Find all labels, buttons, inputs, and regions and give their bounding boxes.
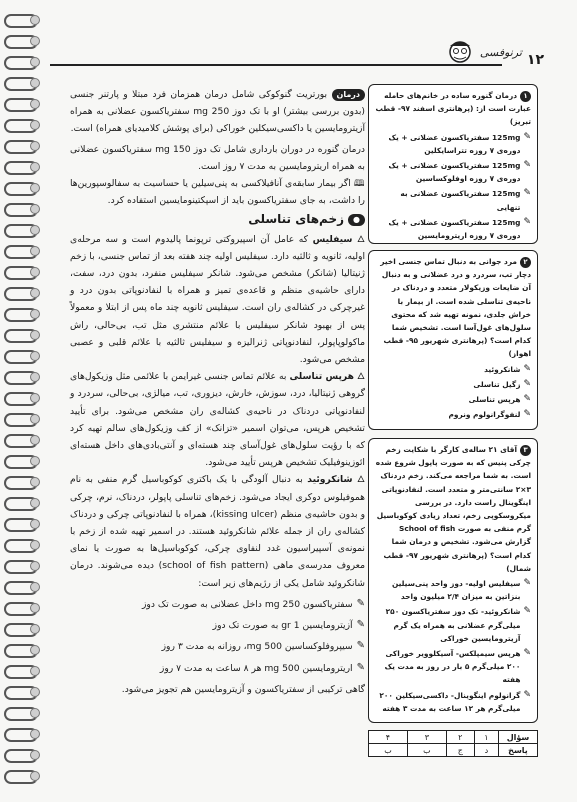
spiral-binding <box>0 0 40 802</box>
question-number: ۲ <box>520 257 531 268</box>
regimen-text: اریترومایسین 500 mg هر ۸ ساعت به مدت ۷ روز <box>159 662 353 674</box>
option-text: سیفلیس اولیه- دوز واحد پنی‌سیلین بنزاتین به میزان ۲/۴ میلیون واحد <box>392 579 521 602</box>
syphilis-term: سیفلیس <box>312 233 353 245</box>
option-text: هرپس تناسلی <box>468 395 521 405</box>
logo-text: ترنوفسی <box>479 46 522 59</box>
allergy-text: اگر بیمار سابقه‌ی آنافیلاکسی به پنی‌سیلین یا حساسیت به سفالوسپورین‌ها را داشت، به جای سفتریاکسون باید از اسپکتینومایسین استفاده کرد. <box>70 178 365 207</box>
page-header <box>40 36 562 70</box>
binding-hole <box>30 351 40 361</box>
binding-hole <box>30 246 40 256</box>
binding-hole <box>30 771 40 781</box>
chancroid-term: شانکروئید <box>307 474 353 486</box>
binding-hole <box>30 99 40 109</box>
binding-hole <box>30 561 40 571</box>
option[interactable] <box>375 363 531 376</box>
binding-hole <box>30 204 40 214</box>
choice-icon: ✎ <box>523 409 531 420</box>
diamond-icon: 🜂 <box>352 474 366 486</box>
key-question-cell: ۱ <box>474 731 498 744</box>
pen-icon: ✎ <box>356 597 365 609</box>
choice-icon: ✎ <box>523 578 531 589</box>
option-text: گرانولوم اینگوینال- داکسی‌سیکلین ۲۰۰ میلی‌گرم هر ۱۲ ساعت به مدت ۳ هفته <box>379 690 521 713</box>
combo-note: گاهی ترکیبی از سفتریاکسون و آزیترومایسین هم تجویز می‌شود. <box>121 683 365 695</box>
question-box-1 <box>368 84 538 244</box>
treatment-paragraph <box>70 86 365 138</box>
binding-hole <box>30 435 40 445</box>
binding-hole <box>30 498 40 508</box>
binding-hole <box>30 624 40 634</box>
binding-hole <box>30 330 40 340</box>
binding-hole <box>30 372 40 382</box>
option[interactable] <box>375 577 531 603</box>
note-icon: 🕮 <box>350 178 365 190</box>
key-answer-cell: ج <box>446 744 474 757</box>
choice-icon: ✎ <box>523 606 531 617</box>
regimen-text: آزیترومایسین 1 gr به صورت تک دوز <box>212 620 353 632</box>
option[interactable] <box>375 408 531 421</box>
header-rule <box>50 64 502 66</box>
question-text: درمان گنوره ساده در خانم‌های حامله عبارت است از: (پرهانتری اسفند ۹۷- قطب تبریز) <box>375 91 531 127</box>
option-text: شانکروئید- تک دوز سفتریاکسون ۲۵۰ میلی‌گرم عضلانی به همراه یک گرم آزیترومایسین خوراکی <box>385 607 521 643</box>
binding-hole <box>30 120 40 130</box>
binding-hole <box>30 309 40 319</box>
herpes-term: هرپس تناسلی <box>289 371 354 383</box>
pen-icon: ✎ <box>356 661 365 673</box>
pregnancy-paragraph: درمان گنوره در دوران بارداری شامل تک دوز 150 mg سفتریاکسون عضلانی به همراه اریترومایسین به مدت ۷ روز است. <box>70 143 365 172</box>
binding-hole <box>30 162 40 172</box>
row-label-answer: پاسخ <box>499 744 538 757</box>
page-number: ۱۲ <box>526 52 544 68</box>
choice-icon: ✎ <box>523 188 531 199</box>
binding-hole <box>30 456 40 466</box>
choice-icon: ✎ <box>523 394 531 405</box>
section-title: زخم‌های تناسلی <box>248 212 345 227</box>
binding-hole <box>30 603 40 613</box>
option[interactable] <box>375 216 531 242</box>
treatment-intro: بورتریت گنوکوکی شامل درمان همزمان فرد مبتلا و پارتنر جنسی (بدون بررسی بیشتر) او با تک دوز 250 mg سفتریاکسون عضلانی به همراه آزیترومایسین یا داکسی‌سیکلین خوراکی (برای پوشش کلامیدیای همراه) است. <box>70 89 365 135</box>
key-question-cell: ۳ <box>407 731 446 744</box>
option-text: لنفوگرانولوم ونروم <box>448 410 521 420</box>
choice-icon: ✎ <box>523 689 531 700</box>
option-text: شانکروئید <box>484 364 521 374</box>
syphilis-text: که عامل آن اسپیروکتی ترپونما پالیدوم است و سه مرحله‌ی اولیه، ثانویه و ثالثیه دارد. سیفلیس اولیه چند هفته بعد از تماس جنسی، با زخم ژنیتالیا (شانکر) مشخص می‌شود. شانکر سیفلیس منفرد، بدون درد، سفت، دارای حاشیه‌ی منظم و قاعده‌ی تمیز و همراه با لنفادنوپاتی بدون درد و غیرچرکی در کشاله‌ی ران است. سیفلیس ثانویه چند ماه پس از ابتلا و معمولاً پس از بهبود شانکر سیفلیس با علائم منتشری مثل تب، بی‌حالی، راش ماکولوپاپولر، لنفادنوپاتی ژنرالیزه و سیفلیس ثالثیه با علائم قلبی و عصبی مشخص می‌شود. <box>70 233 365 366</box>
option[interactable] <box>375 647 531 687</box>
key-question-cell: ۴ <box>369 731 408 744</box>
diamond-icon: 🜂 <box>352 233 366 245</box>
option-text: 125mg سفتریاکسون عضلانی + یک دوره‌ی ۷ روزه اوفلوکساسین <box>388 161 521 184</box>
binding-hole <box>30 750 40 760</box>
answer-key-table <box>368 730 538 757</box>
option-text: هرپس سیمپلکس- آسیکلوویر خوراکی ۲۰۰ میلی‌گرم ۵ بار در روز به مدت یک هفته <box>384 649 521 685</box>
option[interactable] <box>375 378 531 391</box>
section-heading <box>70 211 365 228</box>
chancroid-text: به دنبال آلودگی با یک باکتری کوکوباسیل گرم منفی به نام هموفیلوس دوکری ایجاد می‌شود. زخم‌های تناسلی پاپولر، دردناک، نرم، چرکی و بدون حاشیه‌ی منظم (kissing ulcer)، همراه با لنفادنوپاتی چرکی و دردناک کشاله‌ی ران از جمله علائم شانکروئید هستند. در اسمیر تهیه شده از زخم با نمونه‌ی آسپیراسیون غدد لنفاوی چرکی، کوکوباسیل‌ها به صورت یا نمای معروف مدرسه‌ی ماهی (school of fish pattern) دیده می‌شوند. درمان شانکروئید شامل یکی از رژیم‌های زیر است: <box>70 474 366 589</box>
binding-hole <box>30 288 40 298</box>
binding-hole <box>30 225 40 235</box>
binding-hole <box>30 708 40 718</box>
question-number: ۳ <box>520 445 531 456</box>
option[interactable] <box>375 187 531 213</box>
binding-hole <box>30 36 40 46</box>
regimen-list <box>70 596 365 677</box>
binding-hole <box>30 687 40 697</box>
diamond-icon: 🜂 <box>353 371 365 383</box>
option[interactable] <box>375 689 531 715</box>
binding-hole <box>30 477 40 487</box>
binding-hole <box>30 582 40 592</box>
pen-icon: ✎ <box>356 640 365 652</box>
choice-icon: ✎ <box>523 131 531 142</box>
list-item <box>70 638 365 655</box>
herpes-text: به علائم تماس جنسی غیرایمن با علائمی مثل وزیکول‌های گروهی ژنیتالیا، درد، سوزش، خارش، دیزوری، تب، میالژی، بی‌حالی، سردرد و لنفادنوپاتی دردناک در ناحیه‌ی کشاله‌ی ران مشخص می‌شود. برای تأیید تشخیص هرپس، می‌توان اسمیر «تزانک» از کف وزیکول‌های سالم تهیه کرد که با رؤیت سلول‌های غول‌آسای چند هسته‌ای و آنتی‌بادی‌های داخل هسته‌ای ائوزینوفیلیک تشخیص هرپس تأیید می‌شود. <box>70 371 365 469</box>
question-box-3 <box>368 438 538 723</box>
option-text: 125mg سفتریاکسون عضلانی + یک دوره‌ی ۷ روزه تتراسایکلین <box>388 132 521 155</box>
option[interactable] <box>375 605 531 645</box>
syphilis-paragraph <box>70 231 365 369</box>
key-answer-cell: ب <box>407 744 446 757</box>
section-tag: ● <box>348 214 365 226</box>
binding-hole <box>30 141 40 151</box>
list-item <box>70 596 365 613</box>
chancroid-paragraph <box>70 471 365 591</box>
choice-icon: ✎ <box>523 216 531 227</box>
binding-hole <box>30 519 40 529</box>
main-text-column <box>70 86 365 698</box>
binding-hole <box>30 666 40 676</box>
option-text: 125mg سفتریاکسون عضلانی به تنهایی <box>400 189 521 212</box>
binding-hole <box>30 729 40 739</box>
option-text: زگیل تناسلی <box>473 379 521 389</box>
row-label-question: سؤال <box>499 731 538 744</box>
binding-hole <box>30 645 40 655</box>
binding-hole <box>30 393 40 403</box>
binding-hole <box>30 540 40 550</box>
option[interactable] <box>375 131 531 157</box>
option-text: 125mg سفتریاکسون عضلانی + یک دوره‌ی ۷ روزه اریترومایسین <box>388 217 521 241</box>
choice-icon: ✎ <box>523 363 531 374</box>
regimen-text: سفتریاکسون 250 mg داخل عضلانی به صورت تک دوز <box>142 598 353 610</box>
question-text: مرد جوانی به دنبال تماس جنسی اخیر دچار تب، سردرد و درد عضلانی و به دنبال آن ضایعات وزیکولار متعدد و دردناک در ناحیه‌ی تناسلی شده است. از بیمار با خراش جلدی، نمونه تهیه شد که محتوی سلول‌های غول‌آسا است. تشخیص شما کدام است؟ (پرهانتری شهریور ۹۵- قطب اهواز) <box>380 257 531 359</box>
key-question-cell: ۲ <box>446 731 474 744</box>
option[interactable] <box>375 393 531 406</box>
choice-icon: ✎ <box>523 160 531 171</box>
key-answer-cell: د <box>474 744 498 757</box>
option[interactable] <box>375 159 531 185</box>
table-row <box>369 731 538 744</box>
question-box-2 <box>368 250 538 430</box>
list-item <box>70 660 365 677</box>
herpes-paragraph <box>70 368 365 471</box>
choice-icon: ✎ <box>523 648 531 659</box>
binding-hole <box>30 267 40 277</box>
choice-icon: ✎ <box>523 378 531 389</box>
binding-hole <box>30 183 40 193</box>
binding-hole <box>30 78 40 88</box>
binding-hole <box>30 15 40 25</box>
allergy-paragraph <box>70 175 365 209</box>
key-answer-cell: ب <box>369 744 408 757</box>
pen-icon: ✎ <box>356 619 365 631</box>
binding-hole <box>30 57 40 67</box>
table-row <box>369 744 538 757</box>
treatment-tag: درمان <box>332 89 366 101</box>
question-number: ۱ <box>520 91 531 102</box>
regimen-text: سیپروفلوکساسین 500 mg، روزانه به مدت ۳ روز <box>161 641 353 653</box>
question-text: آقای ۲۱ ساله‌ی کارگر با شکایت زخم چرکی پنیس که به صورت پاپول شروع شده است. به شما مراجعه می‌کند. زخم دردناک ۳×۲ سانتی‌متر و متعدد است. لنفادنوپاتی اینگوینال راست دارد. در بررسی میکروسکوپی زخم، تعداد زیادی کوکوباسیل گرم منفی به صورت School of fish گزارش می‌شود. تشخیص و درمان شما کدام است؟ (پرهانتری شهریور ۹۷- قطب شمال) <box>375 445 531 573</box>
binding-hole <box>30 414 40 424</box>
list-item <box>70 617 365 634</box>
